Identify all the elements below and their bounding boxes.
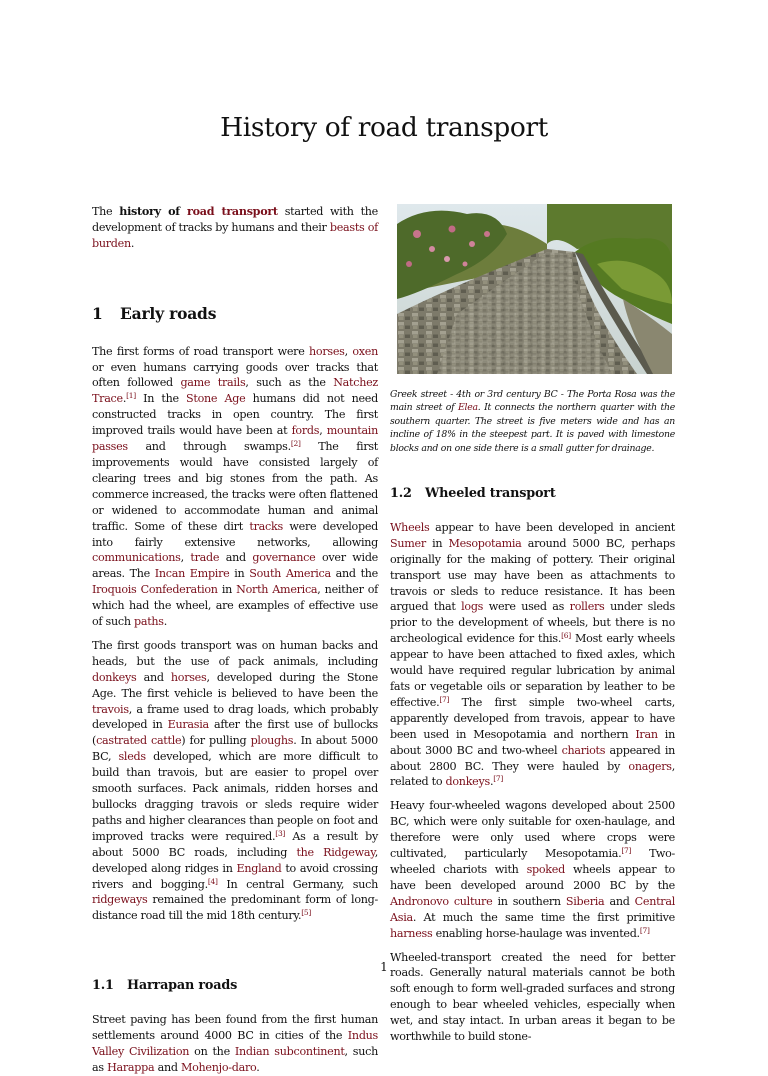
wiki-link[interactable]: Central Asia: [390, 894, 675, 924]
text-run: were developed into fairly extensive networks, allowing: [92, 519, 379, 549]
text-run: wheels appear to have been developed around 2000 BC by the: [390, 862, 675, 892]
wiki-link[interactable]: chariots: [561, 743, 606, 757]
text-run: . At much the same time the first primitive: [412, 910, 675, 924]
text-run: The first goods transport was on human backs and heads, but the use of pack animals, including: [92, 638, 378, 668]
text-run: around 5000 BC, perhaps originally for the making of pottery. Their original transport use may have been as attachments to travois or sleds to reduce resistance. It has been argued that: [390, 536, 676, 614]
text-run: ,: [180, 551, 191, 565]
wiki-link[interactable]: road transport: [187, 205, 278, 218]
text-run: after the first use of bullocks (: [92, 718, 378, 748]
section-number: 1.2: [390, 486, 412, 502]
wiki-link[interactable]: Eurasia: [167, 718, 209, 732]
wiki-link[interactable]: horses: [309, 344, 345, 358]
text-run: were used as: [483, 600, 570, 614]
section-title: Early roads: [120, 303, 217, 323]
wiki-link[interactable]: travois: [92, 702, 129, 716]
text-run: over wide areas. The: [92, 551, 378, 581]
wiki-link[interactable]: oxen: [352, 344, 378, 358]
text-run: humans did not need constructed tracks in open country. The first improved trails would have been at: [92, 392, 378, 438]
wiki-link[interactable]: communications: [92, 551, 181, 565]
wheeled-transport-paragraph-2: [390, 798, 675, 941]
text-run: , related to: [390, 759, 675, 789]
text-run: Wheeled-transport created the need for better roads. Generally natural materials cannot be both soft enough to form well-graded surfaces and strong enough to bear wheeled vehicles, especially when wet, and stay intact. In urban areas it began to be worthwhile to build stone-: [390, 950, 675, 1044]
text-run: developed, which are more difficult to build than travois, but are easier to propel over smooth surfaces. Pack animals, ridden horses and bullocks dragging travois or sleds require wider paths and higher clearances than people on foot and improved tracks were required.: [92, 750, 378, 843]
wiki-link[interactable]: ploughs: [250, 734, 294, 748]
text-run: In the: [135, 392, 187, 406]
text-run: , developed along ridges in: [92, 845, 378, 875]
text-run: The first improvements would have consisted largely of clearing trees and big stones from the path. As commerce increased, the tracks were often flattened or widened to accommodate human and animal traffic. Some of these dirt: [92, 440, 378, 533]
porta-rosa-photo: [397, 204, 672, 374]
wiki-link[interactable]: logs: [461, 600, 484, 614]
wiki-link[interactable]: Stone Age: [186, 392, 246, 406]
citation-link[interactable]: [6]: [561, 631, 571, 641]
harrapan-roads-paragraph: [92, 1012, 378, 1076]
citation-link[interactable]: [1]: [126, 391, 136, 401]
citation-link[interactable]: [5]: [301, 908, 312, 918]
text-run: on the: [189, 1044, 235, 1058]
citation-link[interactable]: [7]: [621, 846, 632, 856]
text-run: ,: [344, 344, 353, 358]
text-run: and: [136, 670, 171, 684]
section-heading-wheeled-transport: [390, 486, 675, 502]
text-run: , developed during the Stone Age. The first vehicle is believed to have been the: [92, 670, 378, 700]
text-run: under sleds prior to the development of wheels, but there is no archeological evidence for this.: [390, 600, 675, 646]
text-run: The first forms of road transport were: [92, 344, 310, 358]
wiki-link[interactable]: sleds: [118, 750, 146, 764]
wiki-link[interactable]: tracks: [249, 519, 283, 533]
text-run: .: [256, 1060, 260, 1074]
wheeled-transport-paragraph-1: [390, 520, 675, 790]
citation-link[interactable]: [7]: [639, 925, 650, 935]
text-run: In central Germany, such: [217, 877, 378, 891]
wiki-link[interactable]: Natchez Trace: [92, 376, 378, 406]
text-run: , such as: [92, 1044, 378, 1074]
wiki-link[interactable]: horses: [170, 670, 207, 684]
wiki-link[interactable]: Mohenjo-daro: [180, 1060, 257, 1074]
text-run: in: [217, 583, 237, 597]
wiki-link[interactable]: trade: [190, 551, 220, 565]
text-run: or even humans carrying goods over tracks that often followed: [92, 360, 378, 390]
text-run: , such as the: [245, 376, 334, 390]
text-run: , neither of which had the wheel, are examples of effective use of such: [92, 583, 379, 629]
citation-link[interactable]: [3]: [275, 828, 286, 838]
early-roads-paragraph-1: [92, 344, 378, 630]
text-run: Heavy four-wheeled wagons developed about 2500 BC, which were only suitable for oxen-haulage, and therefore were only used where crops were cultivated, particularly Mesopotamia.: [390, 799, 675, 861]
text-run: . It connects the northern quarter with the southern quarter. The street is five meters wide and has an incline of 18% in the steepest part. It is paved with limestone blocks and on one side there is a small gutter for drainage.: [390, 402, 675, 454]
section-number: 1: [92, 303, 103, 323]
wiki-link[interactable]: Mesopotamia: [448, 536, 522, 550]
section-heading-harrapan-roads: [92, 978, 378, 994]
text-run: , a frame used to drag loads, which probably developed in: [92, 702, 378, 732]
text-run: Greek street - 4th or 3rd century BC - The Porta Rosa was the main street of: [390, 389, 675, 414]
text-run: in: [425, 536, 449, 550]
text-run: The first simple two-wheel carts, apparently developed from travois, appear to have been used in Mesopotamia and northern: [390, 695, 675, 741]
text-run: and: [219, 551, 253, 565]
wiki-link[interactable]: castrated cattle: [96, 734, 182, 748]
text-run: started with the development of tracks by humans and their: [92, 205, 378, 234]
text-run: and the: [330, 567, 378, 581]
text-run: . In about 5000 BC,: [92, 734, 378, 764]
citation-link[interactable]: [7]: [439, 694, 450, 704]
wiki-link[interactable]: Harappa: [107, 1060, 155, 1074]
photo-caption: [390, 388, 675, 455]
wiki-link[interactable]: Siberia: [565, 894, 605, 908]
wiki-link[interactable]: harness: [390, 926, 433, 940]
text-run: enabling horse-haulage was invented.: [432, 926, 640, 940]
wiki-link[interactable]: donkeys: [445, 775, 490, 789]
section-heading-early-roads: [92, 303, 378, 323]
citation-link[interactable]: [4]: [207, 876, 218, 886]
text-run: appeared in about 2800 BC. They were hauled by: [390, 743, 675, 773]
text-run: and through swamps.: [127, 440, 291, 454]
intro-paragraph: [92, 204, 378, 252]
text-run: Two-wheeled chariots with: [390, 847, 675, 876]
section-number: 1.1: [92, 978, 114, 994]
citation-link[interactable]: [7]: [493, 774, 503, 784]
wiki-link[interactable]: North America: [236, 583, 318, 597]
text-run: appear to have been developed in ancient: [429, 520, 675, 534]
section-title: Wheeled transport: [425, 486, 556, 502]
wiki-link[interactable]: beasts of burden: [92, 220, 378, 250]
wiki-link[interactable]: donkeys: [92, 670, 137, 684]
wiki-link[interactable]: Sumer: [390, 536, 426, 550]
text-run: to avoid crossing rivers and bogging.: [92, 861, 378, 891]
text-run: Most early wheels appear to have been attached to fixed axles, which would have required regular lubrication by animal fats or vegetable oils or separation by leather to be effective.: [390, 632, 675, 709]
left-column: [92, 204, 378, 1076]
text-run: in about 3000 BC and two-wheel: [390, 727, 675, 757]
text-run: .: [163, 615, 167, 629]
wiki-link[interactable]: South America: [249, 567, 331, 581]
text-run: .: [122, 392, 127, 406]
page-number: 1: [380, 960, 388, 974]
text-run: in southern: [492, 894, 566, 908]
wiki-link[interactable]: Indian subcontinent: [234, 1044, 345, 1058]
wiki-link[interactable]: Iroquois Confederation: [92, 583, 218, 597]
wiki-link[interactable]: Elea: [457, 402, 478, 414]
wiki-link[interactable]: Incan Empire: [154, 567, 230, 581]
wiki-link[interactable]: the Ridgeway: [296, 845, 375, 859]
section-title: Harrapan roads: [127, 978, 238, 994]
right-column: [390, 388, 675, 1045]
early-roads-paragraph-2: [92, 638, 378, 924]
page-title: History of road transport: [220, 112, 548, 143]
wiki-link[interactable]: Andronovo culture: [390, 894, 493, 908]
text-run: As a result by about 5000 BC roads, including: [92, 829, 378, 859]
wiki-link[interactable]: England: [236, 861, 282, 875]
wiki-link[interactable]: ridgeways: [92, 893, 148, 907]
text-run: Street paving has been found from the first human settlements around 4000 BC in cities of the: [92, 1013, 378, 1043]
wiki-link[interactable]: governance: [252, 551, 316, 565]
text-run: in: [229, 567, 250, 581]
wiki-link[interactable]: rollers: [569, 600, 605, 614]
wiki-link[interactable]: fords: [291, 424, 320, 438]
wiki-link[interactable]: onagers: [628, 759, 672, 773]
text-run: and: [604, 894, 635, 908]
wiki-link[interactable]: game trails: [180, 376, 246, 390]
wiki-link[interactable]: Wheels: [390, 520, 430, 534]
text-run: ,: [319, 424, 327, 438]
text-run: The: [92, 205, 120, 218]
text-run: and: [154, 1060, 181, 1074]
wiki-link[interactable]: Iran: [635, 727, 658, 741]
wiki-link[interactable]: Indus Valley Civilization: [92, 1029, 378, 1058]
wiki-link[interactable]: mountain passes: [92, 424, 378, 454]
wiki-link[interactable]: paths: [133, 615, 164, 629]
text-run: ) for pulling: [181, 734, 251, 748]
citation-link[interactable]: [2]: [290, 439, 301, 449]
text-run: .: [130, 236, 135, 250]
wiki-link[interactable]: spoked: [526, 862, 565, 876]
text-run: history of: [119, 205, 188, 218]
text-run: remained the predominant form of long-distance road till the mid 18th century.: [92, 893, 378, 923]
text-run: .: [489, 775, 494, 789]
